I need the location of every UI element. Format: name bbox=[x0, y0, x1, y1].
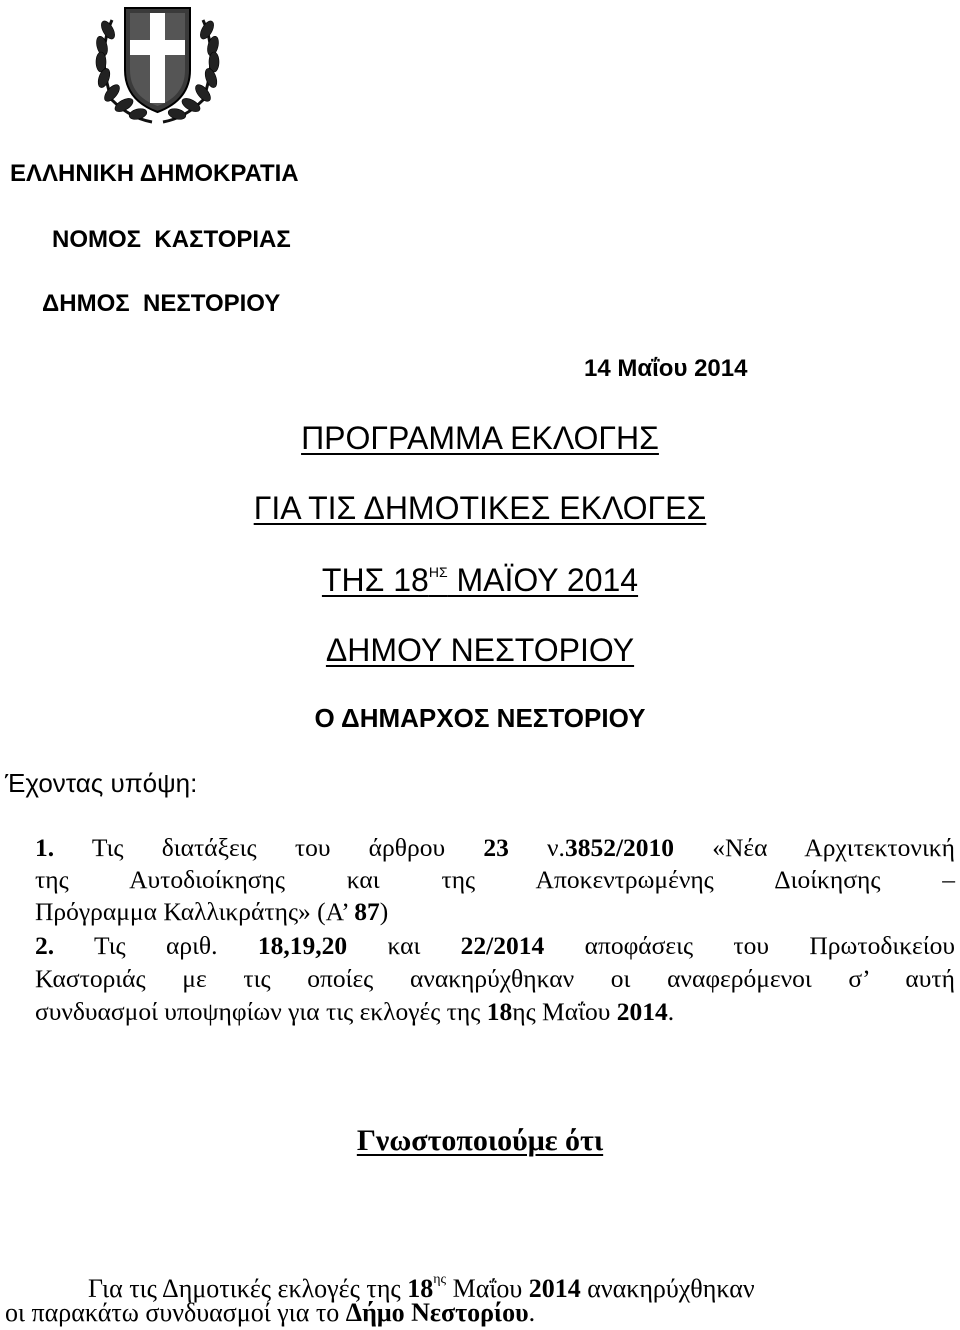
final-line-2: οι παρακάτω συνδυασμοί για το Δήμο Νεστορίου. bbox=[5, 1298, 536, 1327]
announcement-heading: Γνωστοποιούμε ότι bbox=[356, 1124, 604, 1157]
item-2-line-3: συνδυασμοί υποψηφίων για τις εκλογές της 18ης Μαΐου 2014. bbox=[35, 997, 675, 1026]
final-line-1: Για τις Δημοτικές εκλογές της $18^{\eta\varsigma}$ Μαΐου 2014 ανακηρύχθηκαν bbox=[88, 1272, 755, 1303]
item-1-line-1: 1. Τις διατάξεις του άρθρου 23 ν.3852/2010 «Νέα Αρχιτεκτονική bbox=[35, 833, 955, 862]
republic-heading: ΕΛΛΗΝΙΚΗ ΔΗΜΟΚΡΑΤΙΑ bbox=[10, 160, 299, 187]
prefecture-heading: ΝΟΜΟΣ ΚΑΣΤΟΡΙΑΣ bbox=[52, 226, 291, 253]
item-1-line-2: της Αυτοδιοίκησης και της Αποκεντρωμένης Διοίκησης – bbox=[35, 865, 955, 894]
considering-label: Έχοντας υπόψη: bbox=[5, 768, 198, 798]
title-municipal-elections: ΓΙΑ ΤΙΣ ΔΗΜΟΤΙΚΕΣ ΕΚΛΟΓΕΣ bbox=[253, 490, 707, 526]
municipality-heading: ΔΗΜΟΣ ΝΕΣΤΟΡΙΟΥ bbox=[42, 290, 281, 317]
item-1-line-3: Πρόγραμμα Καλλικράτης» (Α’ 87) bbox=[35, 897, 389, 926]
document-date: 14 Μαΐου 2014 bbox=[584, 355, 748, 382]
item-2-line-2: Καστοριάς με τις οποίες ανακηρύχθηκαν οι αναφερόμενοι σ’ αυτή bbox=[35, 964, 955, 993]
title-election-date: ΤΗΣ $18^{H\Sigma}$ ΜΑΪΟΥ 2014 bbox=[321, 562, 639, 598]
greek-coat-of-arms-emblem bbox=[90, 0, 225, 125]
mayor-heading: Ο ΔΗΜΑΡΧΟΣ ΝΕΣΤΟΡΙΟΥ bbox=[314, 703, 646, 733]
title-election-program: ΠΡΟΓΡΑΜΜΑ ΕΚΛΟΓΗΣ bbox=[301, 420, 659, 456]
title-municipality: ΔΗΜΟΥ ΝΕΣΤΟΡΙΟΥ bbox=[325, 632, 635, 668]
item-2-line-1: 2. Τις αριθ. 18,19,20 και 22/2014 αποφάσεις του Πρωτοδικείου bbox=[35, 931, 955, 960]
